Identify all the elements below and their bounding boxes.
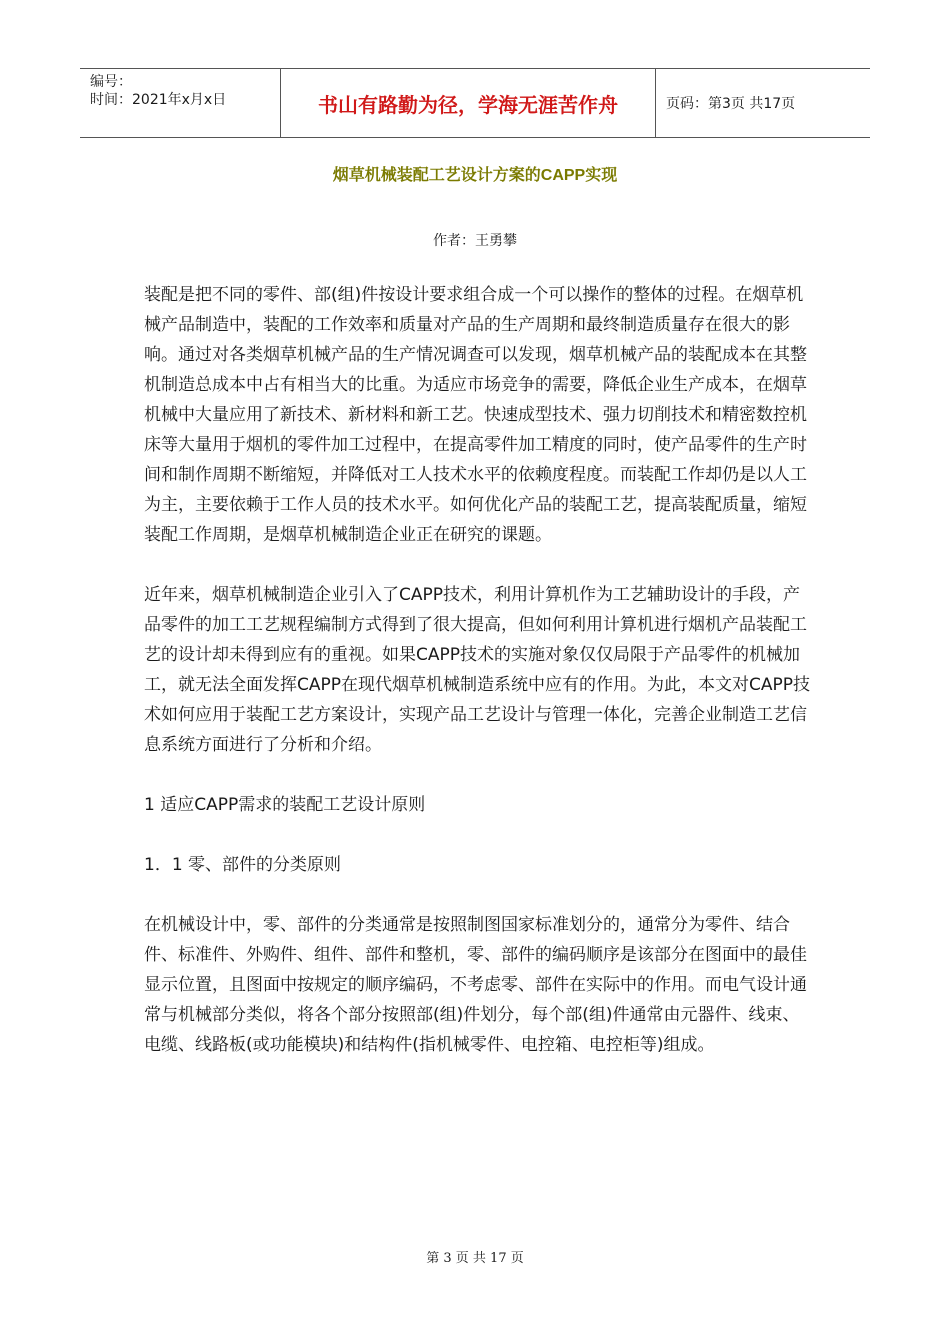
section-heading: 1 适应CAPP需求的装配工艺设计原则 <box>144 795 426 815</box>
page-footer: 第 3 页 共 17 页 <box>426 1251 524 1266</box>
paragraph: 在机械设计中，零、部件的分类通常是按照制图国家标准划分的，通常分为零件、结合件、标准件、外购件、组件、部件和整机，零、部件的编码顺序是该部分在图面中的最佳显示位置，且图面中按规定的顺序编码，不考虑零、部件在实际中的作用。而电气设计通常与机械部分类似，将各个部分按照部(组)件划分，每个部(组)件通常由元器件、线束、电缆、线路板(或功能模块)和结构件(指机械零件、电控箱、电控柜等)组成。 <box>144 915 807 1055</box>
paragraph: 装配是把不同的零件、部(组)件按设计要求组合成一个可以操作的整体的过程。在烟草机械产品制造中，装配的工作效率和质量对产品的生产周期和最终制造质量存在很大的影响。通过对各类烟草机械产品的生产情况调查可以发现，烟草机械产品的装配成本在其整机制造总成本中占有相当大的比重。为适应市场竞争的需要，降低企业生产成本，在烟草机械中大量应用了新技术、新材料和新工艺。快速成型技术、强力切削技术和精密数控机床等大量用于烟机的零件加工过程中，在提高零件加工精度的同时，使产品零件的生产时间和制作周期不断缩短，并降低对工人技术水平的依赖度程度。而装配工作却仍是以人工为主，主要依赖于工作人员的技术水平。如何优化产品的装配工艺，提高装配质量，缩短装配工作周期，是烟草机械制造企业正在研究的课题。 <box>144 285 807 545</box>
header-meta <box>80 69 280 137</box>
time-label: 时间：2021年x月x日 <box>90 92 227 108</box>
subsection-heading: 1．1 零、部件的分类原则 <box>144 855 342 875</box>
document-author: 作者：王勇攀 <box>433 233 517 249</box>
page-header <box>80 68 870 138</box>
document-body <box>144 280 814 1060</box>
document-title: 烟草机械装配工艺设计方案的CAPP实现 <box>332 167 618 184</box>
header-motto: 书山有路勤为径，学海无涯苦作舟 <box>280 69 656 137</box>
header-page-info: 页码：第3页 共17页 <box>666 96 796 112</box>
paragraph: 近年来，烟草机械制造企业引入了CAPP技术，利用计算机作为工艺辅助设计的手段，产品零件的加工工艺规程编制方式得到了很大提高，但如何利用计算机进行烟机产品装配工艺的设计却未得到应有的重视。如果CAPP技术的实施对象仅仅局限于产品零件的机械加工，就无法全面发挥CAPP在现代烟草机械制造系统中应有的作用。为此，本文对CAPP技术如何应用于装配工艺方案设计，实现产品工艺设计与管理一体化，完善企业制造工艺信息系统方面进行了分析和介绍。 <box>144 585 811 755</box>
number-label: 编号： <box>90 74 132 90</box>
